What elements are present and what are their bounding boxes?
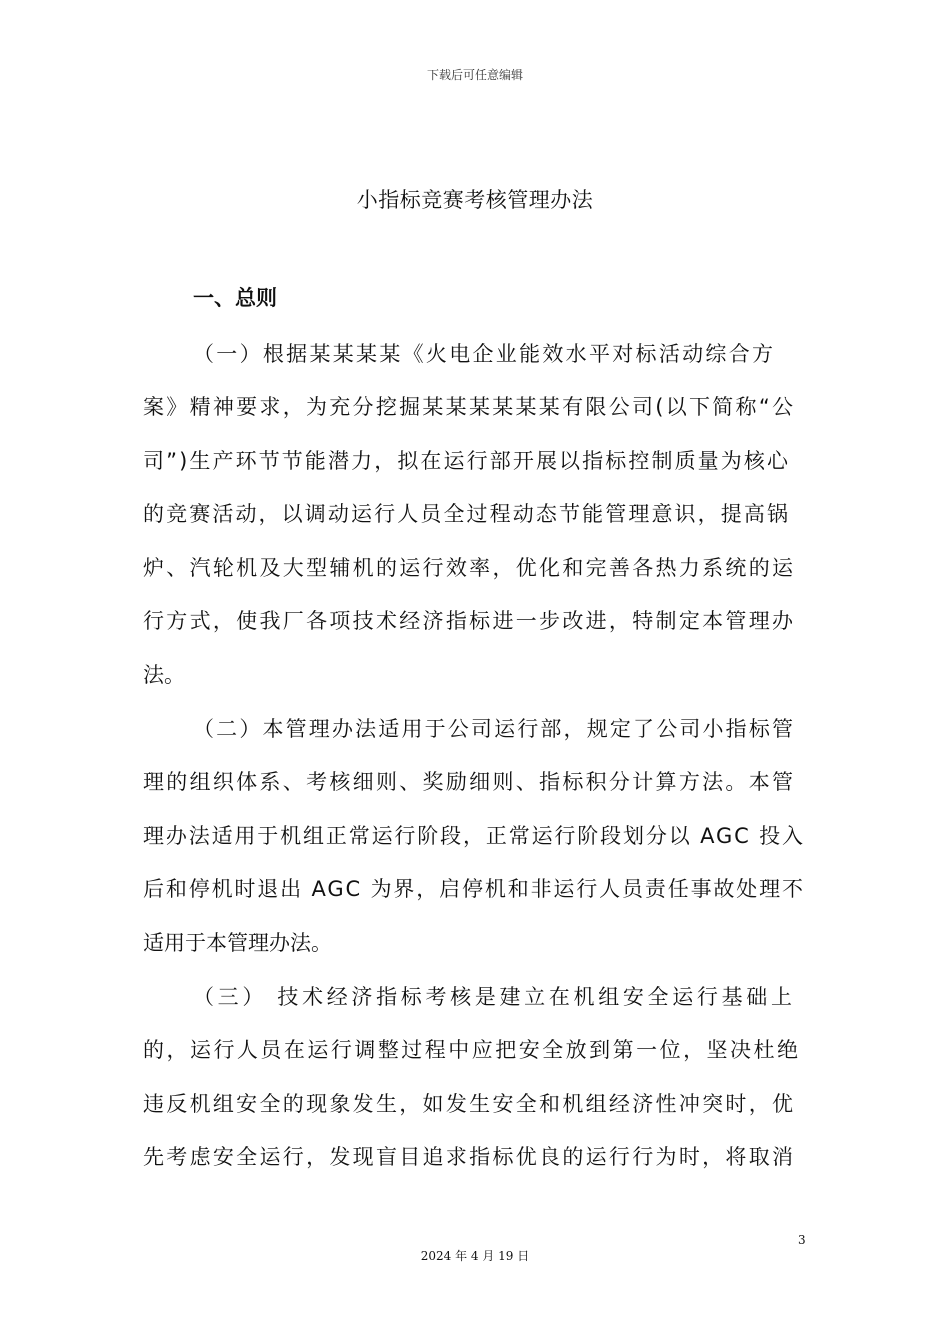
footer-date: 2024 年 4 月 19 日	[420, 1249, 530, 1263]
paragraph-line: 理办法适用于机组正常运行阶段，正常运行阶段划分以 AGC 投入	[143, 824, 805, 848]
header-note: 下载后可任意编辑	[426, 68, 523, 82]
document-title: 小指标竞赛考核管理办法	[356, 188, 594, 212]
paragraph-line: 先考虑安全运行，发现盲目追求指标优良的运行行为时，将取消	[143, 1145, 796, 1169]
paragraph-line: 理的组织体系、考核细则、奖励细则、指标积分计算方法。本管	[143, 770, 796, 794]
paragraph-line: 案》精神要求，为充分挖掘某某某某某某有限公司(以下简称“公	[143, 395, 796, 419]
paragraph-line: （二）本管理办法适用于公司运行部，规定了公司小指标管	[193, 717, 796, 741]
paragraph-line: 违反机组安全的现象发生，如发生安全和机组经济性冲突时，优	[143, 1092, 796, 1116]
paragraph-line: 的，运行人员在运行调整过程中应把安全放到第一位，坚决杜绝	[143, 1038, 801, 1062]
paragraph-line: 炉、汽轮机及大型辅机的运行效率，优化和完善各热力系统的运	[143, 556, 796, 580]
paragraph-line: 法。	[143, 663, 185, 687]
paragraph-line: （三） 技术经济指标考核是建立在机组安全运行基础上	[193, 985, 796, 1009]
section-heading: 一、总则	[193, 286, 277, 310]
paragraph-line: 的竞赛活动，以调动运行人员全过程动态节能管理意识，提高锅	[143, 502, 791, 526]
paragraph-line: （一）根据某某某某《火电企业能效水平对标活动综合方	[193, 342, 776, 366]
paragraph-line: 适用于本管理办法。	[143, 931, 332, 955]
paragraph-line: 行方式，使我厂各项技术经济指标进一步改进，特制定本管理办	[143, 609, 796, 633]
paragraph-line: 司”)生产环节节能潜力，拟在运行部开展以指标控制质量为核心	[143, 449, 791, 473]
page-number: 3	[798, 1233, 806, 1247]
paragraph-line: 后和停机时退出 AGC 为界，启停机和非运行人员责任事故处理不	[143, 877, 805, 901]
